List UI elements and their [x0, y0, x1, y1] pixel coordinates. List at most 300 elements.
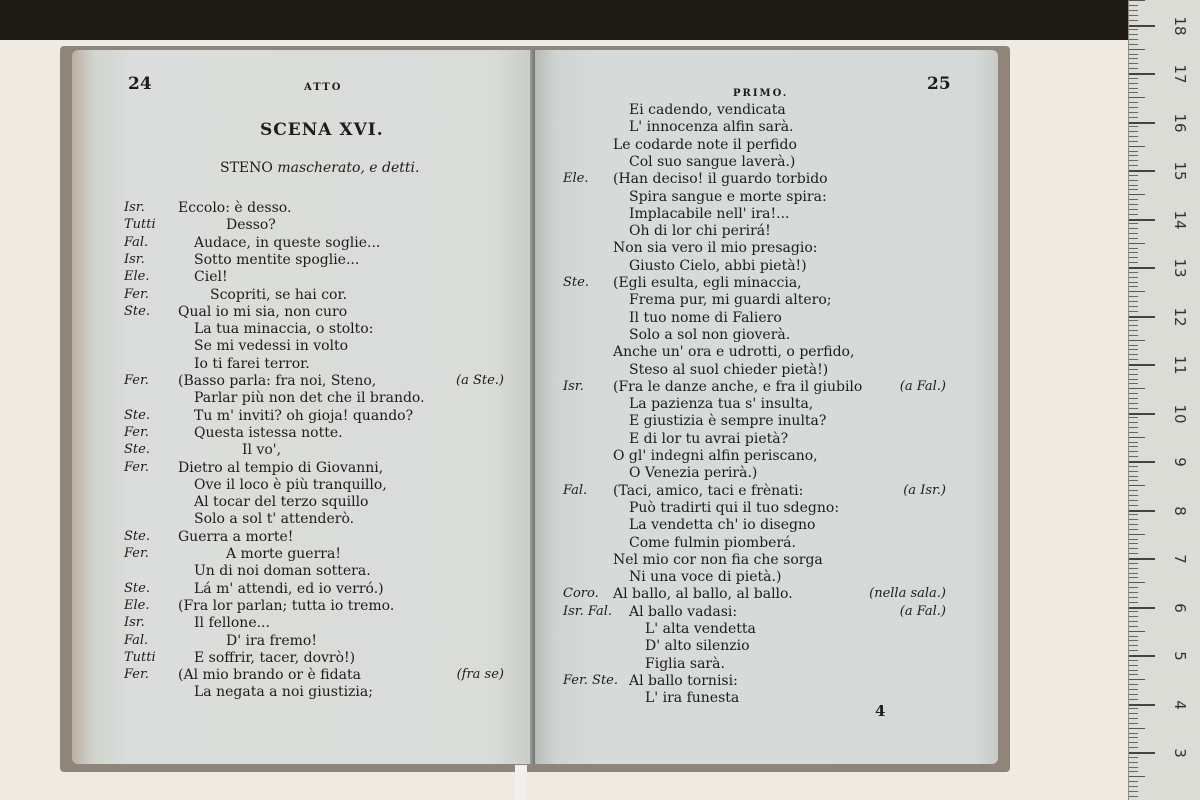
ruler-tick	[1129, 388, 1145, 389]
verse-text: D' ira fremo!	[226, 632, 317, 649]
dialogue-line	[72, 321, 534, 339]
verse-text: Spira sangue e morte spira:	[629, 188, 827, 205]
dialogue-line	[72, 529, 534, 547]
ruler-tick	[1129, 238, 1138, 239]
ruler-tick	[1129, 451, 1138, 452]
ruler-tick	[1129, 117, 1138, 118]
ruler-tick	[1129, 786, 1138, 787]
ruler-tick	[1129, 597, 1138, 598]
ruler-tick	[1129, 320, 1138, 321]
ruler-tick	[1129, 364, 1155, 366]
ruler-tick	[1129, 209, 1138, 210]
ruler-tick	[1129, 15, 1138, 16]
ruler-tick	[1129, 175, 1138, 176]
speaker-label: Coro.	[563, 586, 599, 602]
ruler-number: 9	[1171, 457, 1189, 467]
speaker-label: Ele.	[124, 597, 150, 613]
speaker-label: Ste.	[124, 303, 150, 319]
ruler-tick	[1129, 480, 1138, 481]
ruler-tick	[1129, 548, 1138, 549]
ruler-tick	[1129, 219, 1155, 221]
verse-text: Non sia vero il mio presagio:	[613, 240, 818, 257]
ruler-tick	[1129, 146, 1145, 147]
speaker-label: Fer.	[124, 459, 149, 475]
ruler-tick	[1129, 204, 1138, 205]
verse-text: Ni una voce di pietà.)	[629, 569, 782, 586]
dialogue-line	[72, 356, 534, 374]
dialogue-line	[535, 171, 998, 189]
ruler-tick	[1129, 791, 1138, 792]
ruler-tick	[1129, 742, 1138, 743]
ruler-tick	[1129, 757, 1138, 758]
ruler-tick	[1129, 471, 1138, 472]
dialogue-line	[72, 684, 534, 702]
ruler-number: 15	[1171, 161, 1189, 181]
ruler-tick	[1129, 737, 1138, 738]
ruler-number: 14	[1171, 209, 1189, 230]
ruler-tick	[1129, 277, 1138, 278]
dialogue-line	[535, 448, 998, 466]
verse-text: Solo a sol t' attenderò.	[194, 511, 355, 528]
dialogue-line	[535, 638, 998, 656]
ruler-tick	[1129, 592, 1138, 593]
verse-text: Può tradirti qui il tuo sdegno:	[629, 499, 840, 516]
ruler-tick	[1129, 233, 1138, 234]
verse-text: Anche un' ora e udrotti, o perfido,	[613, 344, 855, 361]
verse-text: Ove il loco è più tranquillo,	[194, 476, 387, 493]
verse-text: E giustizia è sempre inulta?	[629, 413, 827, 430]
ruler-number: 6	[1171, 602, 1189, 613]
speaker-label: Fal.	[124, 234, 149, 250]
ruler-tick	[1129, 723, 1138, 724]
verse-text: Io ti farei terror.	[194, 355, 310, 372]
signature-mark: 4	[875, 702, 886, 720]
aside-direction: (fra se)	[456, 667, 504, 683]
speaker-label: Ste.	[563, 275, 589, 290]
ruler-tick	[1129, 141, 1138, 142]
verse-text: A morte guerra!	[226, 546, 341, 562]
ruler-tick	[1129, 369, 1138, 370]
ruler-tick	[1129, 485, 1145, 486]
ruler-tick	[1129, 306, 1138, 307]
stage-direction	[220, 160, 419, 176]
verse-text: (Fra lor parlan; tutta io tremo.	[178, 597, 395, 614]
ruler-tick	[1129, 456, 1138, 457]
ruler-tick	[1129, 771, 1138, 772]
ruler-tick	[1129, 446, 1138, 447]
verse-text: (Fra le danze anche, e fra il giubilo	[613, 378, 863, 395]
ruler-tick	[1129, 160, 1138, 161]
ruler-tick	[1129, 679, 1145, 680]
ruler-tick	[1129, 461, 1155, 463]
ruler-tick	[1129, 524, 1138, 525]
ruler-tick	[1129, 102, 1138, 103]
ruler-tick	[1129, 88, 1138, 89]
dialogue-line	[535, 673, 998, 691]
dialogue-line	[535, 500, 998, 518]
verse-text: (Basso parla: fra noi, Steno,	[178, 373, 377, 389]
ruler-tick	[1129, 92, 1138, 93]
dialogue-line	[72, 390, 534, 408]
dialogue-line	[535, 240, 998, 258]
speaker-label: Tutti	[124, 649, 156, 665]
speaker-label: Ele.	[563, 171, 589, 187]
dialogue-line	[72, 200, 534, 218]
ruler-number: 16	[1171, 112, 1189, 133]
dialogue-line	[535, 483, 998, 501]
verse-text: Guerra a morte!	[178, 528, 294, 545]
dialogue-line	[535, 517, 998, 535]
aside-direction: (a Fal.)	[899, 603, 946, 619]
ruler-tick	[1129, 408, 1138, 409]
speaker-label: Fer. Ste.	[563, 672, 619, 688]
verse-text: (Han deciso! il guardo torbido	[613, 171, 828, 188]
verse-text: Qual io mi sia, non curo	[178, 303, 348, 320]
ribbon-bookmark	[515, 765, 527, 800]
ruler-tick	[1129, 767, 1138, 768]
aside-direction: (a Fal.)	[899, 378, 946, 394]
ruler-tick	[1129, 248, 1138, 249]
ruler-tick	[1129, 553, 1138, 554]
ruler-tick	[1129, 582, 1145, 583]
verse-text: Lá m' attendi, ed io verró.)	[194, 580, 384, 597]
ruler-tick	[1129, 58, 1138, 59]
ruler-tick	[1129, 354, 1138, 355]
ruler-tick	[1129, 107, 1138, 108]
speaker-label: Isr.	[124, 200, 145, 215]
dialogue-line	[535, 275, 998, 293]
ruler-tick	[1129, 25, 1155, 27]
ruler-number: 8	[1171, 505, 1189, 516]
ruler-number: 4	[1171, 699, 1189, 710]
speaker-label: Fer.	[124, 546, 149, 561]
verse-text: Ciel!	[194, 269, 228, 286]
verse-text: Steso al suol chieder pietà!)	[629, 361, 829, 378]
speaker-label: Isr.	[124, 615, 145, 631]
ruler-tick	[1129, 442, 1138, 443]
dialogue-line	[72, 563, 534, 581]
verse-text: L' ira funesta	[645, 690, 740, 707]
ruler-tick	[1129, 563, 1138, 564]
verse-text: Al ballo vadasi:	[629, 603, 738, 620]
dialogue-line	[535, 154, 998, 172]
verse-text: Desso?	[226, 217, 276, 234]
ruler-tick	[1129, 670, 1138, 671]
dialogue-line	[72, 304, 534, 322]
dialogue-line	[72, 511, 534, 529]
ruler-number: 7	[1171, 554, 1189, 564]
ruler-tick	[1129, 252, 1138, 253]
ruler-number: 3	[1171, 748, 1189, 758]
ruler-tick	[1129, 781, 1138, 782]
right-page	[535, 50, 998, 764]
verse-text: Nel mio cor non fia che sorga	[613, 551, 823, 568]
ruler-tick	[1129, 539, 1138, 540]
ruler-tick	[1129, 602, 1138, 603]
dialogue-line	[72, 633, 534, 651]
verse-text: L' alta vendetta	[645, 621, 756, 637]
ruler-number: 12	[1171, 306, 1189, 327]
dialogue-line	[72, 287, 534, 305]
ruler-tick	[1129, 621, 1138, 622]
verse-text: Scopriti, se hai cor.	[210, 286, 348, 303]
ruler-tick	[1129, 383, 1138, 384]
ruler-number: 10	[1171, 403, 1189, 424]
verse-text: Solo a sol non gioverà.	[629, 326, 791, 343]
verse-text: Come fulmin piomberá.	[629, 534, 796, 551]
ruler-tick	[1129, 214, 1138, 215]
ruler-tick	[1129, 286, 1138, 287]
dialogue-line	[535, 379, 998, 397]
verse-text: La pazienza tua s' insulta,	[629, 396, 814, 413]
dialogue-line	[72, 252, 534, 270]
dialogue-line	[535, 465, 998, 483]
left-page	[72, 50, 534, 764]
ruler-tick	[1129, 243, 1145, 244]
dialogue-line	[72, 494, 534, 512]
speaker-label: Tutti	[124, 217, 156, 233]
ruler-tick	[1129, 432, 1138, 433]
verse-text: Parlar più non det che il brando.	[194, 390, 425, 407]
running-head: ATTO	[304, 82, 343, 93]
dialogue-line	[535, 119, 998, 137]
verse-text: (Taci, amico, taci e frènati:	[613, 482, 804, 499]
verse-text: Eccolo: è desso.	[178, 200, 292, 216]
dialogue-line	[535, 552, 998, 570]
ruler-tick	[1129, 228, 1138, 229]
dialogue-line	[72, 667, 534, 685]
ruler-tick	[1129, 587, 1138, 588]
dialogue-line	[535, 690, 998, 708]
verse-text: Dietro al tempio di Giovanni,	[178, 459, 384, 476]
ruler-tick	[1129, 393, 1138, 394]
ruler-tick	[1129, 466, 1138, 467]
ruler-tick	[1129, 476, 1138, 477]
verse-text: E di lor tu avrai pietà?	[629, 430, 789, 447]
ruler-tick	[1129, 626, 1138, 627]
verse-text: Le codarde note il perfido	[613, 136, 797, 153]
dialogue-line	[535, 310, 998, 328]
ruler-tick	[1129, 10, 1138, 11]
ruler-tick	[1129, 345, 1138, 346]
ruler-tick	[1129, 699, 1138, 700]
ruler-tick	[1129, 728, 1145, 729]
ruler-tick	[1129, 694, 1138, 695]
ruler-tick	[1129, 374, 1138, 375]
ruler-tick	[1129, 403, 1138, 404]
dialogue-line	[535, 621, 998, 639]
dialogue-line	[535, 206, 998, 224]
ruler-tick	[1129, 577, 1138, 578]
scene-title: SCENA XVI.	[260, 120, 384, 140]
speaker-label: Ste.	[124, 528, 150, 544]
ruler-tick	[1129, 330, 1138, 331]
ruler-tick	[1129, 325, 1138, 326]
ruler-tick	[1129, 660, 1138, 661]
speaker-label: Fal.	[124, 632, 149, 648]
ruler-number: 5	[1171, 651, 1189, 661]
ruler-tick	[1129, 151, 1138, 152]
speaker-label: Fal.	[563, 482, 588, 498]
ruler-tick	[1129, 155, 1138, 156]
verse-text: D' alto silenzio	[645, 638, 750, 655]
ruler-tick	[1129, 505, 1138, 506]
speaker-label: Fer.	[124, 286, 149, 302]
ruler-tick	[1129, 519, 1138, 520]
measurement-ruler	[1128, 0, 1200, 800]
ruler-tick	[1129, 5, 1138, 6]
speaker-label: Isr.	[563, 378, 584, 394]
speaker-label: Ste.	[124, 442, 150, 458]
aside-direction: (a Ste.)	[456, 373, 504, 388]
verse-text: (Egli esulta, egli minaccia,	[613, 275, 802, 291]
character-name: STENO	[220, 160, 273, 176]
dialogue-line	[535, 586, 998, 604]
ruler-tick	[1129, 180, 1138, 181]
ruler-tick	[1129, 262, 1138, 263]
verse-text: Ei cadendo, vendicata	[629, 102, 786, 118]
verse-text: Oh di lor chi perirá!	[629, 223, 771, 240]
ruler-tick	[1129, 136, 1138, 137]
ruler-tick	[1129, 335, 1138, 336]
ruler-tick	[1129, 29, 1138, 30]
speaker-label: Isr.	[124, 251, 145, 267]
ruler-tick	[1129, 437, 1145, 438]
verse-text: Implacabile nell' ira!...	[629, 205, 790, 222]
verse-text: L' innocenza alfin sarà.	[629, 119, 794, 136]
speaker-label: Isr. Fal.	[563, 603, 613, 619]
verse-text: Al ballo tornisi:	[629, 672, 738, 689]
verse-text: Col suo sangue laverà.)	[629, 153, 796, 170]
ruler-tick	[1129, 379, 1138, 380]
ruler-tick	[1129, 514, 1138, 515]
verse-text: Tu m' inviti? oh gioja! quando?	[194, 407, 414, 424]
ruler-tick	[1129, 68, 1138, 69]
ruler-tick	[1129, 713, 1138, 714]
dialogue-line	[72, 598, 534, 616]
verse-text: Il fellone...	[194, 615, 270, 632]
dialogue-line	[72, 615, 534, 633]
ruler-tick	[1129, 413, 1155, 415]
ruler-tick	[1129, 674, 1138, 675]
ruler-number: 17	[1171, 64, 1189, 84]
verse-text: La vendetta ch' io disegno	[629, 517, 816, 534]
ruler-tick	[1129, 718, 1138, 719]
ruler-tick	[1129, 20, 1138, 21]
dialogue-line	[72, 581, 534, 599]
ruler-tick	[1129, 257, 1138, 258]
dialogue-line	[535, 327, 998, 345]
ruler-tick	[1129, 112, 1138, 113]
ruler-tick	[1129, 704, 1155, 706]
ruler-tick	[1129, 616, 1138, 617]
speaker-label: Fer.	[124, 667, 149, 683]
ruler-tick	[1129, 708, 1138, 709]
ruler-tick	[1129, 272, 1138, 273]
dialogue-line	[535, 137, 998, 155]
ruler-tick	[1129, 495, 1138, 496]
ruler-tick	[1129, 427, 1138, 428]
ruler-tick	[1129, 776, 1145, 777]
ruler-tick	[1129, 733, 1138, 734]
dialogue-line	[535, 292, 998, 310]
ruler-tick	[1129, 301, 1138, 302]
verse-text: Al tocar del terzo squillo	[194, 494, 369, 511]
dialogue-line	[535, 396, 998, 414]
ruler-tick	[1129, 131, 1138, 132]
speaker-label: Fer.	[124, 424, 149, 440]
dialogue-line	[72, 408, 534, 426]
ruler-tick	[1129, 762, 1138, 763]
ruler-tick	[1129, 73, 1155, 75]
ruler-tick	[1129, 44, 1138, 45]
ruler-tick	[1129, 631, 1145, 632]
ruler-tick	[1129, 122, 1155, 124]
speaker-label: Ele.	[124, 269, 150, 285]
ruler-tick	[1129, 510, 1155, 512]
running-head: PRIMO.	[733, 88, 789, 99]
dialogue-line	[72, 373, 534, 391]
ruler-tick	[1129, 83, 1138, 84]
ruler-tick	[1129, 97, 1145, 98]
ruler-tick	[1129, 63, 1138, 64]
verse-text: Al ballo, al ballo, al ballo.	[613, 586, 793, 603]
ruler-tick	[1129, 529, 1138, 530]
ruler-tick	[1129, 422, 1138, 423]
dialogue-line	[72, 338, 534, 356]
speaker-label: Ste.	[124, 407, 150, 423]
ruler-tick	[1129, 340, 1145, 341]
ruler-tick	[1129, 223, 1138, 224]
ruler-tick	[1129, 640, 1138, 641]
ruler-number: 11	[1171, 355, 1189, 375]
dialogue-line	[535, 223, 998, 241]
ruler-tick	[1129, 636, 1138, 637]
dialogue-line	[72, 425, 534, 443]
ruler-tick	[1129, 165, 1138, 166]
ruler-tick	[1129, 684, 1138, 685]
ruler-tick	[1129, 796, 1138, 797]
dialogue-line	[72, 235, 534, 253]
ruler-tick	[1129, 747, 1138, 748]
verse-text: La negata a noi giustizia;	[194, 684, 373, 701]
dialogue-line	[72, 217, 534, 235]
verse-text: (Al mio brando or è fidata	[178, 667, 361, 684]
ruler-tick	[1129, 417, 1138, 418]
ruler-tick	[1129, 543, 1138, 544]
verse-text: Il vo',	[242, 442, 282, 459]
speaker-label: Ste.	[124, 580, 150, 596]
ruler-tick	[1129, 78, 1138, 79]
ruler-tick	[1129, 296, 1138, 297]
ruler-tick	[1129, 267, 1155, 269]
ruler-tick	[1129, 398, 1138, 399]
dialogue-line	[535, 535, 998, 553]
ruler-tick	[1129, 185, 1138, 186]
ruler-tick	[1129, 752, 1155, 754]
verse-text: Un di noi doman sottera.	[194, 563, 371, 580]
ruler-tick	[1129, 645, 1138, 646]
ruler-tick	[1129, 291, 1145, 292]
ruler-tick	[1129, 126, 1138, 127]
dialogue-line	[72, 460, 534, 478]
verse-text: Questa istessa notte.	[194, 424, 343, 441]
ruler-tick	[1129, 568, 1138, 569]
ruler-tick	[1129, 500, 1138, 501]
dialogue-line	[72, 650, 534, 668]
verse-text: La tua minaccia, o stolto:	[194, 321, 374, 338]
verse-text: Audace, in queste soglie...	[194, 234, 381, 251]
